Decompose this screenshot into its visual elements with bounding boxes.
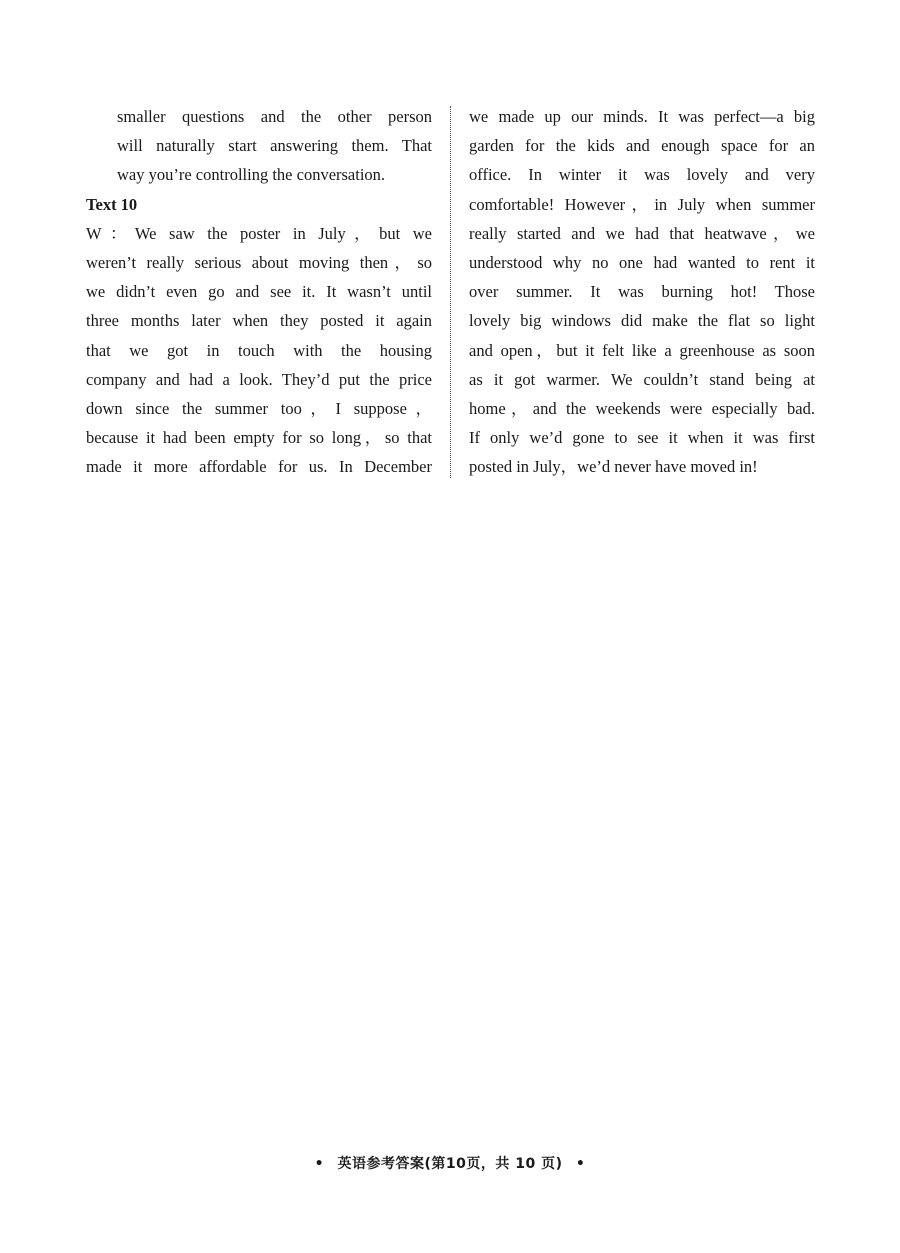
- text-line: as it got warmer. We couldn’t stand being at: [469, 369, 815, 389]
- section-heading: Text 10: [86, 194, 138, 214]
- text-line: company and had a look. They’d put the price: [86, 369, 432, 389]
- text-line: made it more affordable for us. In December: [86, 457, 432, 477]
- text-line: comfortable! However，in July when summer: [469, 194, 815, 214]
- text-line: over summer. It was burning hot! Those: [469, 282, 815, 302]
- text-line: weren’t really serious about moving then，so: [86, 252, 432, 272]
- text-line: understood why no one had wanted to rent it: [469, 252, 815, 272]
- text-line: W：We saw the poster in July，but we: [86, 223, 432, 243]
- continued-line: will naturally start answering them. That: [117, 136, 432, 156]
- continued-line: way you’re controlling the conversation.: [117, 165, 386, 185]
- column-divider: [450, 106, 451, 478]
- left-column: [86, 102, 432, 481]
- text-line: garden for the kids and enough space for an: [469, 136, 815, 156]
- text-line: lovely big windows did make the flat so light: [469, 311, 815, 331]
- page-footer: [0, 1153, 900, 1173]
- text-line: we made up our minds. It was perfect—a big: [469, 107, 815, 126]
- right-column: [469, 102, 815, 481]
- bullet-icon: •: [314, 1156, 325, 1172]
- text-line: down since the summer too，I suppose，: [86, 398, 432, 418]
- text-line: office. In winter it was lovely and very: [469, 165, 815, 185]
- footer-page-info: 英语参考答案(第10页，共 10 页): [337, 1156, 563, 1172]
- text-line: we didn’t even go and see it. It wasn’t until: [86, 282, 432, 302]
- text-line: and open，but it felt like a greenhouse as soon: [469, 340, 815, 360]
- text-line: really started and we had that heatwave，we: [469, 223, 815, 243]
- text-line: posted in July，we’d never have moved in!: [469, 457, 758, 477]
- text-line: If only we’d gone to see it when it was first: [469, 428, 815, 448]
- continued-line: smaller questions and the other person: [117, 107, 432, 126]
- text-line: home，and the weekends were especially bad.: [469, 398, 815, 418]
- bullet-icon: •: [575, 1156, 586, 1172]
- text-line: three months later when they posted it again: [86, 311, 432, 331]
- text-line: because it had been empty for so long，so that: [86, 428, 432, 448]
- text-line: that we got in touch with the housing: [86, 340, 432, 360]
